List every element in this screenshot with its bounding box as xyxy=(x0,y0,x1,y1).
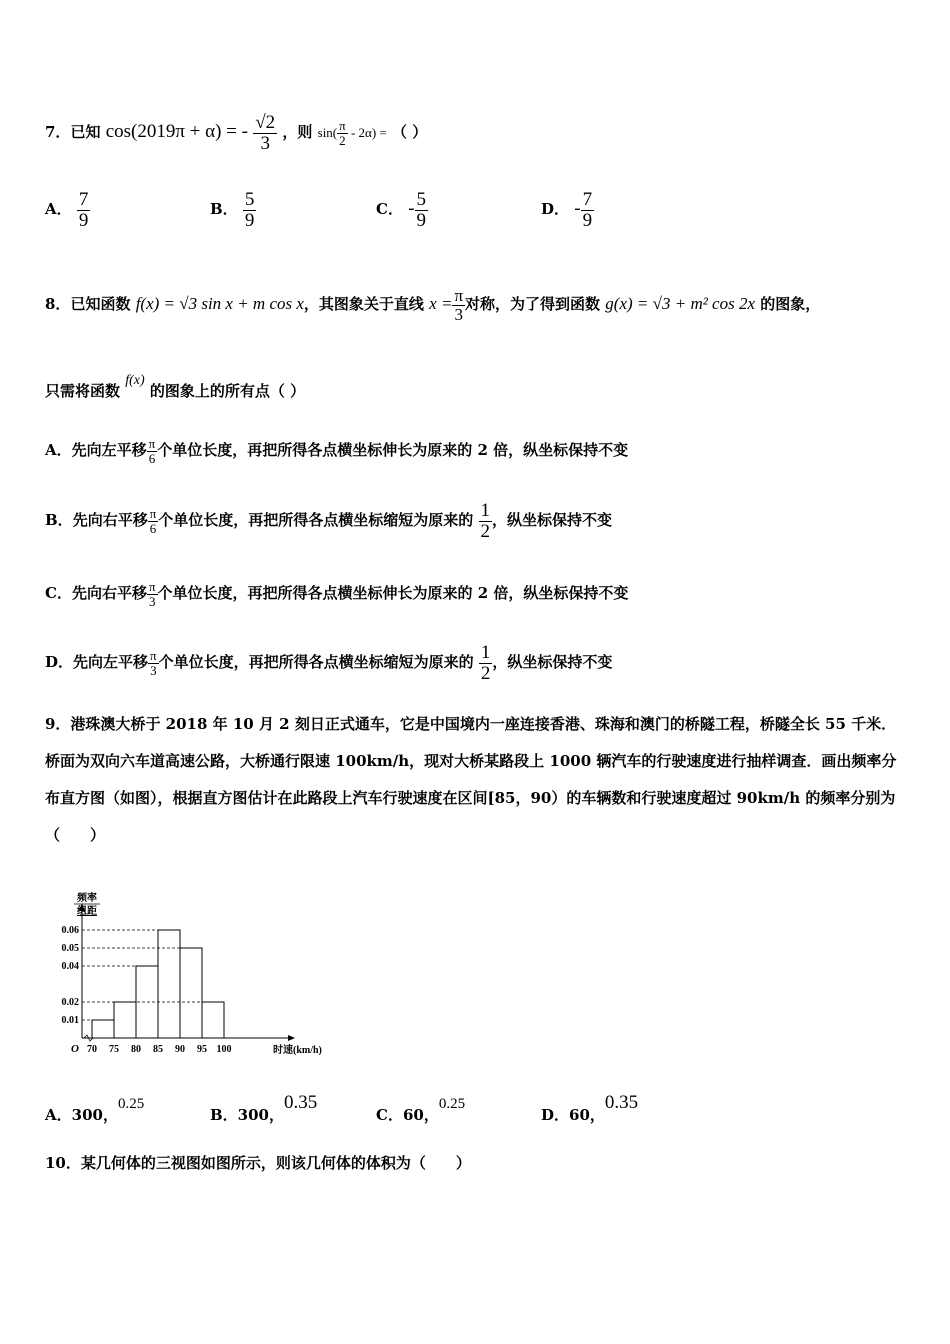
x-axis-label: 时速(km/h) xyxy=(273,1045,322,1056)
y-tick-label: 0.02 xyxy=(61,997,79,1008)
q7-stem xyxy=(45,104,427,160)
q7-option-c: C． - $\frac{5}{9}$ xyxy=(376,188,427,231)
histogram-bar xyxy=(180,948,202,1038)
x-tick-label: 70 xyxy=(87,1044,97,1055)
q7-ask-tail: - 2α) = xyxy=(347,125,387,140)
x-tick-label: 95 xyxy=(197,1044,207,1055)
histogram-bar xyxy=(92,1020,114,1038)
y-axis-label: 频率 xyxy=(77,893,97,904)
x-tick-label: 80 xyxy=(131,1044,141,1055)
y-tick-label: 0.06 xyxy=(61,925,79,936)
q7-number: 7． xyxy=(45,123,71,141)
q8-option-d: D．先向左平移 $\frac{\pi}{3}$ 个单位长度，再把所得各点横坐标缩短为原来的 $\frac{1}{2}$ ，纵坐标保持不变 xyxy=(45,641,613,684)
x-tick-label: 90 xyxy=(175,1044,185,1055)
q7-given-formula: cos(2019π + α) = - xyxy=(105,121,248,142)
q8-f-definition: f(x) = √3 sin x + m cos x xyxy=(135,294,304,313)
q9-histogram xyxy=(45,890,322,1065)
q9-option-b: B．300，0.35 xyxy=(210,1092,318,1124)
q8-g-definition: g(x) = √3 + m² cos 2x xyxy=(605,294,756,313)
q7-given-fraction: $\frac{√2}{3}$ xyxy=(255,111,276,154)
q8-option-c: C．先向右平移 $\frac{\pi}{3}$ 个单位长度，再把所得各点横坐标伸长为原来的 2 倍，纵坐标保持不变 xyxy=(45,578,629,609)
q8-option-b: B．先向右平移 $\frac{\pi}{6}$ 个单位长度，再把所得各点横坐标缩短为原来的 $\frac{1}{2}$ ，纵坐标保持不变 xyxy=(45,499,613,542)
q8-option-a: A．先向左平移 $\frac{\pi}{6}$ 个单位长度，再把所得各点横坐标伸长为原来的 2 倍，纵坐标保持不变 xyxy=(45,435,629,466)
q9-option-a: A．300，0.25 xyxy=(45,1096,145,1124)
y-axis-label-2: 组距 xyxy=(77,906,97,917)
q8-fx: f(x) xyxy=(125,373,145,388)
q7-mid: ，则 xyxy=(282,123,313,141)
q10-stem: 10．某几何体的三视图如图所示，则该几何体的体积为（ ） xyxy=(45,1154,471,1172)
q7-option-b: B． $\frac{5}{9}$ xyxy=(210,188,255,231)
q9-option-c: C．60，0.25 xyxy=(376,1096,466,1124)
x-axis-arrow xyxy=(288,1035,295,1041)
x-tick-label: 85 xyxy=(153,1044,163,1055)
y-tick-label: 0.05 xyxy=(61,943,79,954)
q7-ask-formula: sin( xyxy=(317,125,338,140)
histogram-bar xyxy=(202,1002,224,1038)
q7-ask-fraction: $\frac{\pi}{2}$ xyxy=(339,117,346,148)
q7-option-d: D． - $\frac{7}{9}$ xyxy=(541,188,593,231)
q8-stem-line2: 只需将函数 f(x) 的图象上的所有点（ ） xyxy=(45,373,306,400)
origin-label: O xyxy=(71,1043,79,1055)
q9-stem: 9．港珠澳大桥于 2018 年 10 月 2 刻日正式通车，它是中国境内一座连接香港、珠海和澳门的桥隧工程，桥隧全长 55 千米．桥面为双向六车道高速公路，大桥通行限速 100km/h，现对大桥某路段上 1000 辆汽车的行驶速度进行抽样调查．画出频率分布直方图（如图），根据直方图估计在此路段上汽车行驶速度在区间[85，90）的车辆数和行驶速度超过 90km/h 的频率分别为（ ） xyxy=(45,715,897,844)
histogram-bar xyxy=(114,1002,136,1038)
q7-option-a: A． $\frac{7}{9}$ xyxy=(45,188,89,231)
y-tick-label: 0.01 xyxy=(61,1015,79,1026)
q7-tail: （ ） xyxy=(392,123,428,141)
histogram-bar xyxy=(158,930,180,1038)
q8-line-fraction: $\frac{\pi}{3}$ xyxy=(454,285,464,324)
q8-stem-line1: 8．已知函数 f(x) = √3 sin x + m cos x，其图象关于直线 x = $\frac{\pi}{3}$ 对称，为了得到函数 g(x) = √3 + m² cos 2x 的图象， xyxy=(45,285,821,324)
x-tick-label: 100 xyxy=(216,1044,232,1055)
q9-option-d: D．60，0.35 xyxy=(541,1092,639,1124)
q7-lead: 已知 xyxy=(70,123,101,141)
y-tick-label: 0.04 xyxy=(61,961,79,972)
x-tick-label: 75 xyxy=(109,1044,119,1055)
